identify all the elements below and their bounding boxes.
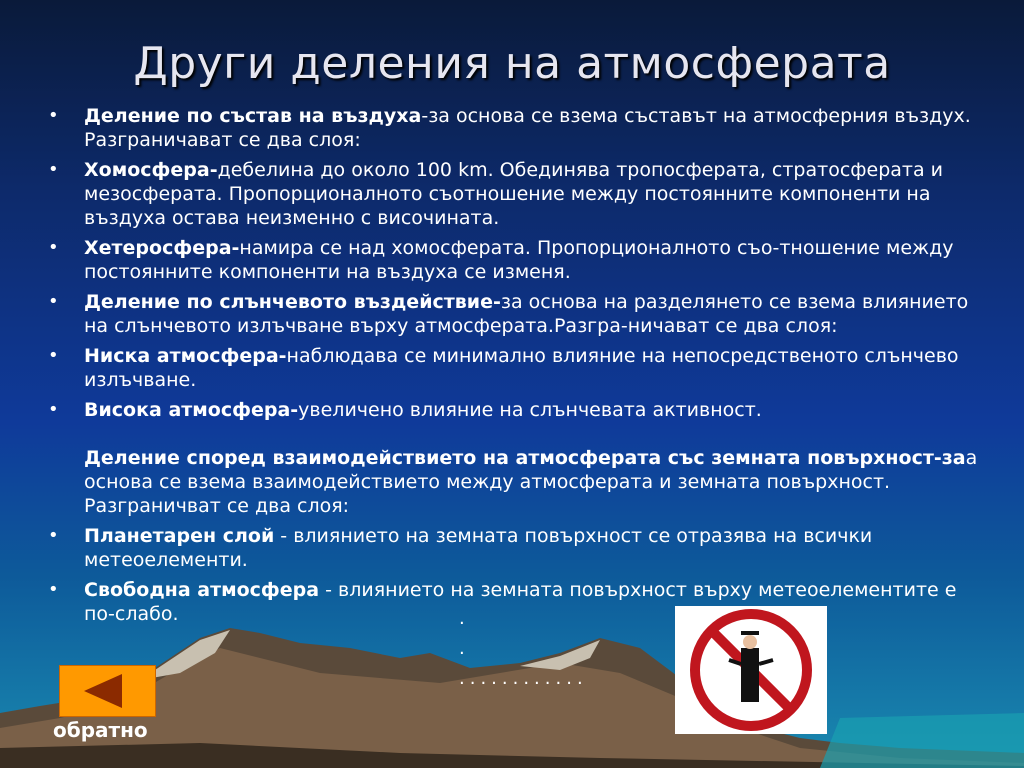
bullet: •	[48, 345, 59, 366]
dots: .	[459, 608, 470, 629]
item-heading: Висока атмосфера-	[84, 399, 299, 421]
item-heading: Планетарен слой	[84, 525, 275, 547]
list-item	[48, 158, 984, 230]
back-label[interactable]: обратно	[53, 718, 148, 742]
bullet: •	[48, 291, 59, 312]
item-heading: Деление по слънчевото въздействие-	[84, 291, 501, 313]
back-button[interactable]	[59, 665, 156, 717]
item-text: за основа на разделянето се взема влиянието на слънчевото излъчване върху атмосферата.Разгра-ничават се два слоя:	[84, 291, 969, 337]
content	[48, 104, 984, 632]
paragraph-heading: Деление според взаимодействието на атмосферата със земната повърхност-за	[84, 447, 966, 469]
item-text: дебелина до около 100 km. Обединява тропосферата, стратосферата и мезосферата. Пропорционалното съотношение между постоянните компоненти на въздуха остава неизменно с височината.	[84, 159, 943, 229]
list-item	[48, 104, 984, 152]
list-item	[48, 524, 984, 572]
bullet: •	[48, 525, 59, 546]
paragraph-text: а основа се взема взаимодействието между атмосферата и земната повърхност. Разграничват се два слоя:	[84, 447, 978, 517]
dots: .	[459, 638, 470, 659]
item-text: - влиянието на земната повърхност върху метеоелементите е по-слабо.	[84, 579, 957, 625]
slide-title: Други деления на атмосферата	[133, 38, 891, 89]
no-entry-sign-graphic	[675, 606, 827, 734]
item-heading: Ниска атмосфера-	[84, 345, 287, 367]
item-text: - влиянието на земната повърхност се отразява на всички метеоелементи.	[84, 525, 873, 571]
bullet: •	[48, 105, 59, 126]
item-heading: Свободна атмосфера	[84, 579, 320, 601]
list-item	[48, 344, 984, 392]
list-item	[48, 398, 984, 422]
bullet: •	[48, 399, 59, 420]
no-entry-sign-icon	[675, 606, 827, 734]
bullet: •	[48, 159, 59, 180]
section-paragraph	[48, 446, 984, 518]
list-item	[48, 578, 984, 626]
item-heading: Хомосфера-	[84, 159, 218, 181]
dots: ............	[459, 668, 588, 689]
bullet: •	[48, 579, 59, 600]
item-heading: Хетеросфера-	[84, 237, 240, 259]
item-heading: Деление по състав на въздуха	[84, 105, 422, 127]
list-item	[48, 290, 984, 338]
item-text: -за основа се взема съставът на атмосферния въздух. Разграничават се два слоя:	[84, 105, 971, 151]
item-text: наблюдава се минимално влияние на непосредственото слънчево излъчване.	[84, 345, 959, 391]
item-text: увеличено влияние на слънчевата активност.	[298, 399, 762, 421]
triangle-left-icon	[84, 674, 122, 708]
list-item	[48, 236, 984, 284]
bullet: •	[48, 237, 59, 258]
item-text: намира се над хомосферата. Пропорционалното съо-тношение между постоянните компоненти на въздуха се изменя.	[84, 237, 954, 283]
